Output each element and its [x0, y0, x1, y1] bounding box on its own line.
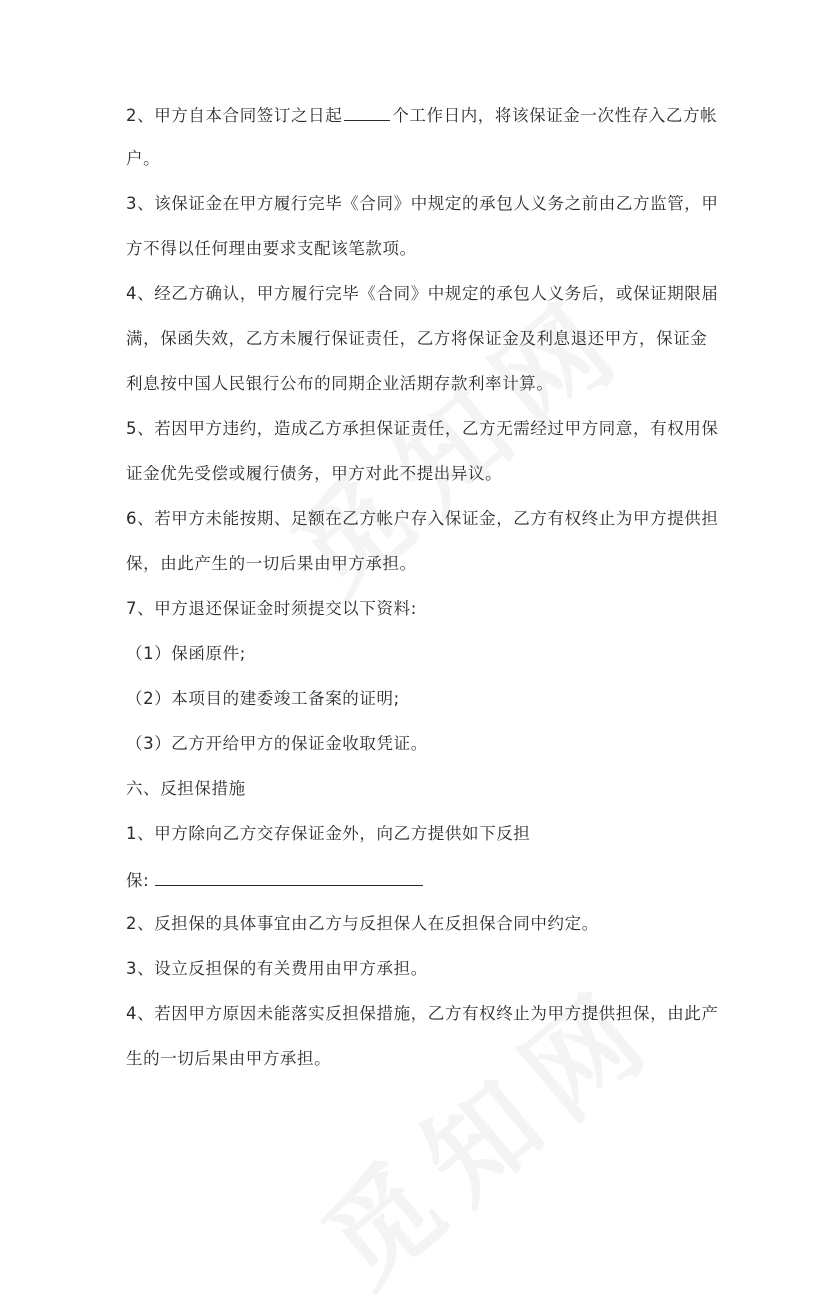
- clause-7-item-2: （2）本项目的建委竣工备案的证明;: [126, 689, 400, 708]
- document-body: [126, 104, 719, 1094]
- clause-4-line-1: 4、经乙方确认，甲方履行完毕《合同》中规定的承包人义务后，或保证期限届: [126, 284, 719, 303]
- guarantee-label: 保:: [126, 871, 150, 890]
- section6-clause-4-line-1: 4、若因甲方原因未能落实反担保措施，乙方有权终止为甲方提供担保，由此产: [126, 1004, 719, 1023]
- clause-2-line-2: 户。: [126, 149, 161, 168]
- counter-guarantee-blank-field[interactable]: [155, 869, 423, 886]
- clause-4-line-2: 满，保函失效，乙方未履行保证责任，乙方将保证金及利息退还甲方，保证金: [126, 329, 708, 348]
- clause-2-text-end: 个工作日内，将该保证金一次性存入乙方帐: [392, 106, 718, 125]
- section6-clause-2: 2、反担保的具体事宜由乙方与反担保人在反担保合同中约定。: [126, 914, 599, 933]
- clause-4-line-3: 利息按中国人民银行公布的同期企业活期存款利率计算。: [126, 374, 554, 393]
- days-blank-field[interactable]: [344, 104, 390, 121]
- clause-2-line-1: [126, 104, 716, 124]
- clause-6-line-1: 6、若甲方未能按期、足额在乙方帐户存入保证金，乙方有权终止为甲方提供担: [126, 509, 719, 528]
- clause-7-item-3: （3）乙方开给甲方的保证金收取凭证。: [126, 734, 428, 753]
- clause-3-line-1: 3、该保证金在甲方履行完毕《合同》中规定的承包人义务之前由乙方监管，甲: [126, 194, 719, 213]
- clause-5-line-1: 5、若因甲方违约，造成乙方承担保证责任，乙方无需经过甲方同意，有权用保: [126, 419, 719, 438]
- clause-3-line-2: 方不得以任何理由要求支配该笔款项。: [126, 239, 417, 258]
- clause-7-item-1: （1）保函原件;: [126, 644, 246, 663]
- section6-clause-3: 3、设立反担保的有关费用由甲方承担。: [126, 959, 428, 978]
- section-heading: 六、反担保措施: [126, 779, 246, 798]
- section6-clause-1-line-2: [126, 869, 716, 889]
- clause-6-line-2: 保，由此产生的一切后果由甲方承担。: [126, 554, 417, 573]
- clause-5-line-2: 证金优先受偿或履行债务，甲方对此不提出异议。: [126, 464, 503, 483]
- clause-2-text-start: 2、甲方自本合同签订之日起: [126, 106, 343, 125]
- section6-clause-1-line-1: 1、甲方除向乙方交存保证金外，向乙方提供如下反担: [126, 824, 531, 843]
- clause-7: 7、甲方退还保证金时须提交以下资料:: [126, 599, 417, 618]
- section6-clause-4-line-2: 生的一切后果由甲方承担。: [126, 1049, 332, 1068]
